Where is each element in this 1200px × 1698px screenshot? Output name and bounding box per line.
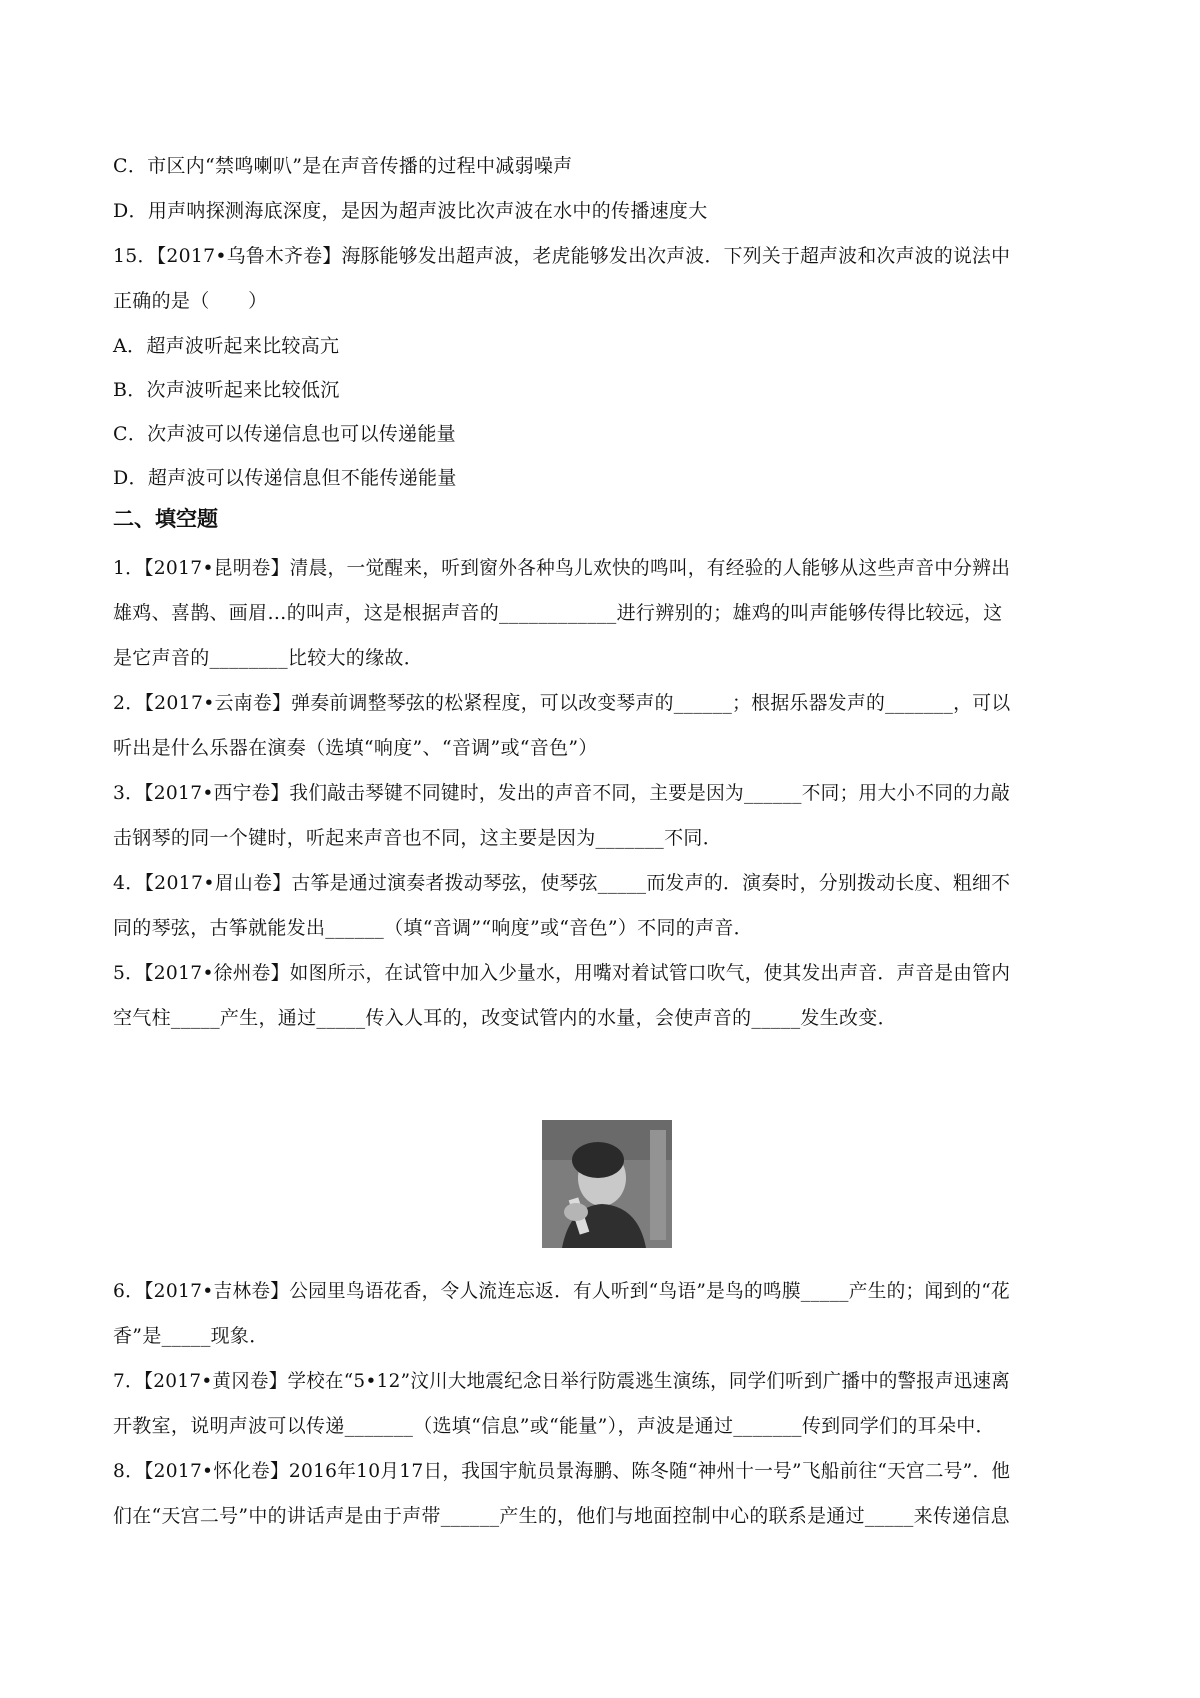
option-15c: C．次声波可以传递信息也可以传递能量 [113,423,456,445]
option-15b: B．次声波听起来比较低沉 [113,379,340,401]
fill-question-1-line-3: 是它声音的________比较大的缘故． [113,647,424,669]
fill-question-5-line-2: 空气柱_____产生，通过_____传入人耳的，改变试管内的水量，会使声音的_____发生改变． [113,1007,897,1029]
fill-question-1-line-1: 1．【2017•昆明卷】清晨，一觉醒来，听到窗外各种鸟儿欢快的鸣叫，有经验的人能够从这些声音中分辨出 [113,557,1011,579]
fill-question-6-line-1: 6．【2017•吉林卷】公园里鸟语花香，令人流连忘返．有人听到“鸟语”是鸟的鸣膜_____产生的；闻到的“花 [113,1280,1010,1302]
test-tube-photo [542,1120,672,1248]
fill-question-4-line-2: 同的琴弦，古筝就能发出______（填“音调”“响度”或“音色”）不同的声音． [113,917,753,939]
photo-illustration [542,1120,672,1248]
fill-question-1-line-2: 雄鸡、喜鹊、画眉…的叫声，这是根据声音的____________进行辨别的；雄鸡的叫声能够传得比较远，这 [113,602,1003,624]
option-15d: D．超声波可以传递信息但不能传递能量 [113,467,457,489]
fill-question-3-line-2: 击钢琴的同一个键时，听起来声音也不同，这主要是因为_______不同． [113,827,723,849]
question-15-line-1: 15．【2017•乌鲁木齐卷】海豚能够发出超声波，老虎能够发出次声波．下列关于超声波和次声波的说法中 [113,245,1011,267]
fill-question-6-line-2: 香”是_____现象． [113,1325,269,1347]
option-14c: C．市区内“禁鸣喇叭”是在声音传播的过程中减弱噪声 [113,155,573,177]
fill-question-2-line-1: 2．【2017•云南卷】弹奏前调整琴弦的松紧程度，可以改变琴声的______；根据乐器发声的_______，可以 [113,692,1011,714]
fill-question-8-line-1: 8．【2017•怀化卷】2016年10月17日，我国宇航员景海鹏、陈冬随“神州十一号”飞船前往“天宫二号”．他 [113,1460,1011,1482]
section-title: 二、填空题 [113,507,218,531]
fill-question-7-line-2: 开教室，说明声波可以传递_______（选填“信息”或“能量”），声波是通过_______传到同学们的耳朵中． [113,1415,995,1437]
fill-question-4-line-1: 4．【2017•眉山卷】古筝是通过演奏者拨动琴弦，使琴弦_____而发声的．演奏时，分别拨动长度、粗细不 [113,872,1011,894]
question-15-line-2: 正确的是（ ） [113,290,268,312]
fill-question-7-line-1: 7．【2017•黄冈卷】学校在“5•12”汶川大地震纪念日举行防震逃生演练，同学们听到广播中的警报声迅速离 [113,1370,1010,1392]
option-15a: A．超声波听起来比较高亢 [113,335,340,357]
fill-question-8-line-2: 们在“天宫二号”中的讲话声是由于声带______产生的，他们与地面控制中心的联系是通过_____来传递信息 [113,1505,1010,1527]
option-14d: D．用声呐探测海底深度，是因为超声波比次声波在水中的传播速度大 [113,200,708,222]
fill-question-2-line-2: 听出是什么乐器在演奏（选填“响度”、“音调”或“音色”） [113,737,598,759]
fill-question-3-line-1: 3．【2017•西宁卷】我们敲击琴键不同键时，发出的声音不同，主要是因为______不同；用大小不同的力敲 [113,782,1011,804]
fill-question-5-line-1: 5．【2017•徐州卷】如图所示，在试管中加入少量水，用嘴对着试管口吹气，使其发出声音．声音是由管内 [113,962,1011,984]
